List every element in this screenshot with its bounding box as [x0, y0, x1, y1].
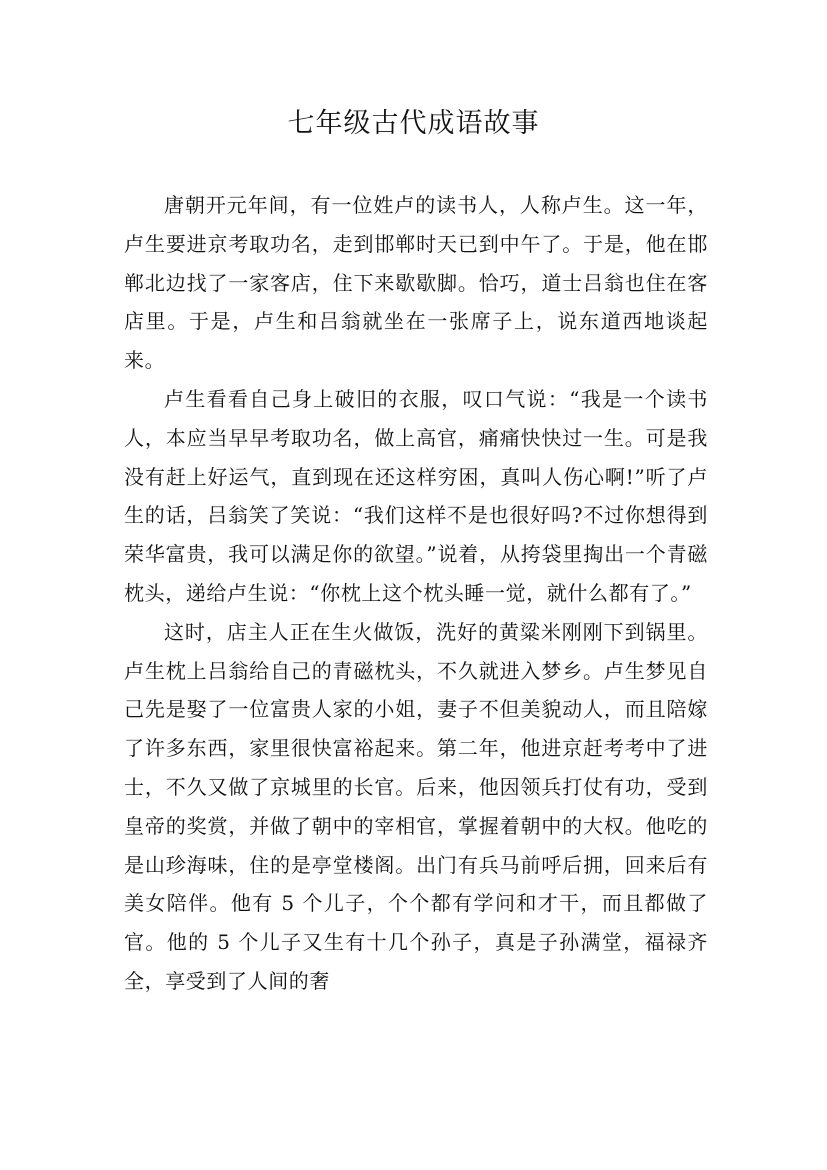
paragraph-1: 唐朝开元年间，有一位姓卢的读书人，人称卢生。这一年，卢生要进京考取功名，走到邯郸时天已到中午了。于是，他在邯郸北边找了一家客店，住下来歇歇脚。恰巧，道士吕翁也住在客店里。于是，卢生和吕翁就坐在一张席子上，说东道西地谈起来。: [124, 193, 708, 373]
paragraph-3: 这时，店主人正在生火做饭，洗好的黄粱米刚刚下到锅里。卢生枕上吕翁给自己的青磁枕头，不久就进入梦乡。卢生梦见自己先是娶了一位富贵人家的小姐，妻子不但美貌动人，而且陪嫁了许多东西，家里很快富裕起来。第二年，他进京赶考考中了进士，不久又做了京城里的长官。后来，他因领兵打仗有功，受到皇帝的奖赏，并做了朝中的宰相官，掌握着朝中的大权。他吃的是山珍海味，住的是亭堂楼阁。出门有兵马前呼后拥，回来后有美女陪伴。他有 5 个儿子，个个都有学问和才干，而且都做了官。他的 5 个儿子又生有十几个孙子，真是子孙满堂，福禄齐全，享受到了人间的奢: [124, 619, 708, 993]
document-body: [124, 186, 708, 1001]
document-title: 七年级古代成语故事: [287, 108, 540, 139]
paragraph-2: 卢生看看自己身上破旧的衣服，叹口气说：“我是一个读书人，本应当早早考取功名，做上高官，痛痛快快过一生。可是我没有赶上好运气，直到现在还这样穷困，真叫人伤心啊!”听了卢生的话，吕翁笑了笑说：“我们这样不是也很好吗?不过你想得到荣华富贵，我可以满足你的欲望。”说着，从挎袋里掏出一个青磁枕头，递给卢生说：“你枕上这个枕头睡一觉，就什么都有了。”: [124, 386, 708, 605]
